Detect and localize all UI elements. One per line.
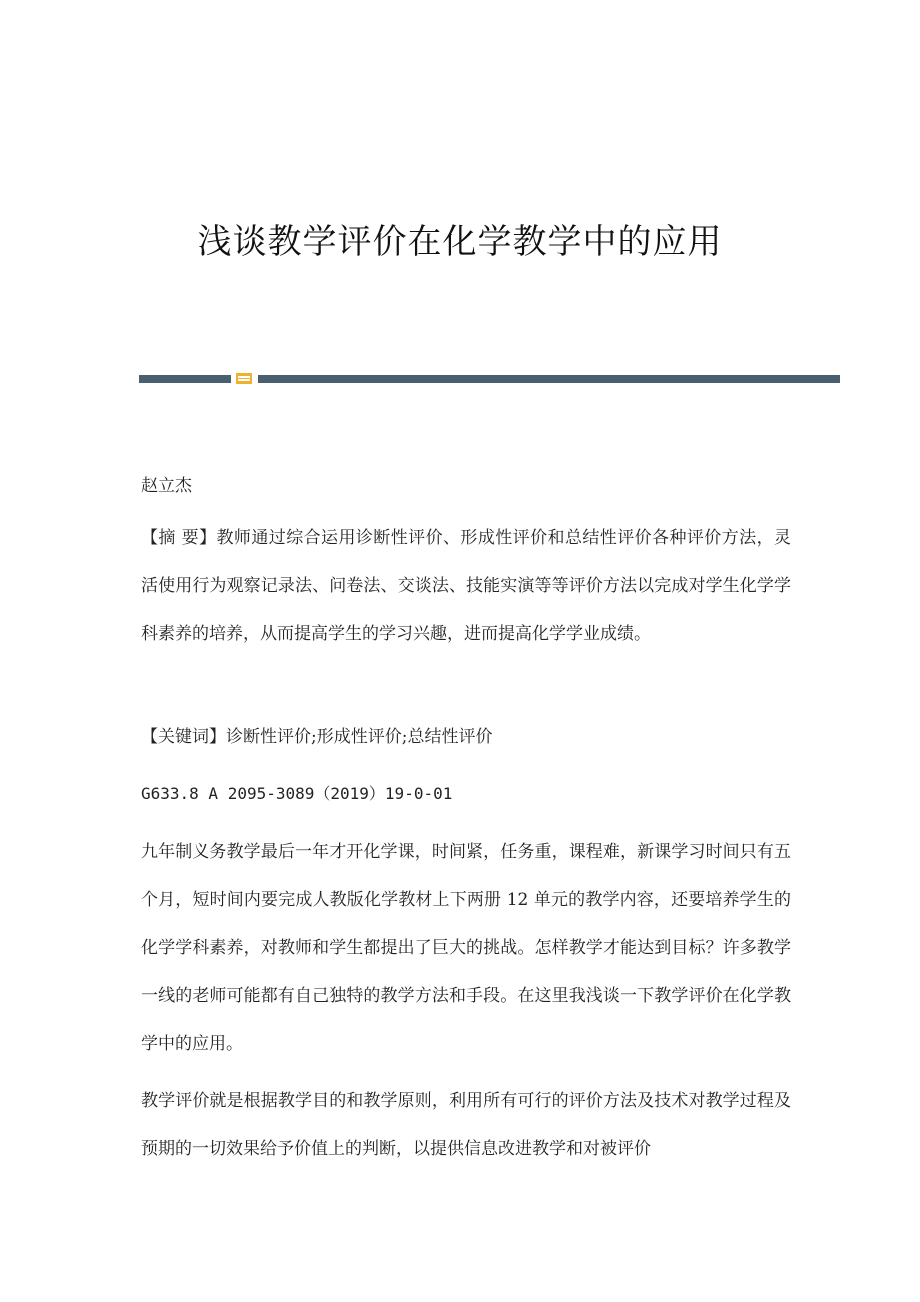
classification-code: G633.8 A 2095-3089（2019）19-0-01 xyxy=(141,784,453,803)
author-name: 赵立杰 xyxy=(141,476,192,496)
body-paragraph-1: 九年制义务教学最后一年才开化学课，时间紧，任务重，课程难，新课学习时间只有五个月，短时间内要完成人教版化学教材上下两册 12 单元的教学内容，还要培养学生的化学学科素养，对教师和学生都提出了巨大的挑战。怎样教学才能达到目标？许多教学一线的老师可能都有自己独特的教学方法和手段。在这里我浅谈一下教学评价在化学教学中的应用。 xyxy=(141,842,791,1054)
title-divider-right xyxy=(258,375,840,383)
keywords-line: 【关键词】诊断性评价;形成性评价;总结性评价 xyxy=(141,727,493,747)
document-title: 浅谈教学评价在化学教学中的应用 xyxy=(197,222,723,262)
body-paragraph-2: 教学评价就是根据教学目的和教学原则，利用所有可行的评价方法及技术对教学过程及预期的一切效果给予价值上的判断，以提供信息改进教学和对被评价 xyxy=(141,1091,791,1159)
title-divider-left xyxy=(139,375,231,383)
divider-ornament-icon xyxy=(236,373,252,384)
abstract-paragraph: 【摘 要】教师通过综合运用诊断性评价、形成性评价和总结性评价各种评价方法，灵活使用行为观察记录法、问卷法、交谈法、技能实演等等评价方法以完成对学生化学学科素养的培养，从而提高学生的学习兴趣，进而提高化学学业成绩。 xyxy=(141,528,791,644)
